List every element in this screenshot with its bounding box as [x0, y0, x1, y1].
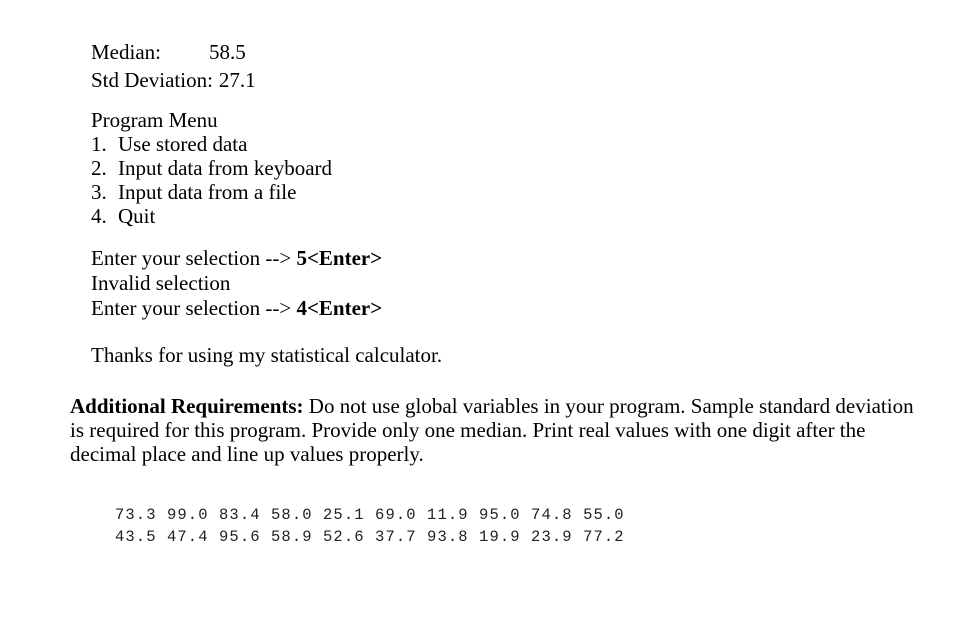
selection-prompt: Enter your selection -->: [91, 246, 292, 270]
menu-item: [91, 180, 332, 204]
additional-requirements: [70, 394, 930, 466]
requirements-heading: Additional Requirements:: [70, 394, 304, 418]
menu-item-label: Input data from a file: [118, 180, 297, 204]
menu-item-number: 3.: [91, 180, 107, 204]
menu-item: [91, 156, 332, 180]
std-deviation-label: Std Deviation:: [91, 68, 213, 92]
data-line: 73.3 99.0 83.4 58.0 25.1 69.0 11.9 95.0 74.8 55.0: [115, 506, 625, 524]
thanks-message: Thanks for using my statistical calculator.: [91, 343, 443, 367]
median-label: Median:: [91, 40, 161, 64]
std-deviation-line: [91, 68, 256, 96]
requirements-body: Do not use global variables in your program. Sample standard deviation is required for this program. Provide only one median. Print real values with one digit after the decimal place and line up values properly.: [70, 394, 914, 466]
user-input: 5<Enter>: [296, 246, 383, 270]
menu-item-label: Quit: [118, 204, 156, 228]
program-menu: [91, 108, 332, 228]
selection-session: [91, 246, 382, 321]
median-value: 58.5: [208, 40, 246, 64]
data-line: 43.5 47.4 95.6 58.9 52.6 37.7 93.8 19.9 23.9 77.2: [115, 528, 625, 546]
menu-item: [91, 204, 332, 228]
menu-item-label: Input data from keyboard: [118, 156, 333, 180]
menu-item-number: 4.: [91, 204, 107, 228]
menu-item-number: 1.: [91, 132, 107, 156]
selection-prompt-line: [91, 246, 382, 271]
menu-item-label: Use stored data: [118, 132, 248, 156]
statistics-output: [91, 40, 256, 96]
invalid-selection-message: Invalid selection: [91, 271, 231, 295]
selection-prompt-line: [91, 296, 382, 321]
menu-title: Program Menu: [91, 108, 218, 132]
user-input: 4<Enter>: [296, 296, 383, 320]
menu-item: [91, 132, 332, 156]
selection-prompt: Enter your selection -->: [91, 296, 292, 320]
menu-item-number: 2.: [91, 156, 107, 180]
std-deviation-value: 27.1: [218, 68, 256, 92]
data-file-contents: [115, 504, 625, 548]
median-line: [91, 40, 256, 68]
